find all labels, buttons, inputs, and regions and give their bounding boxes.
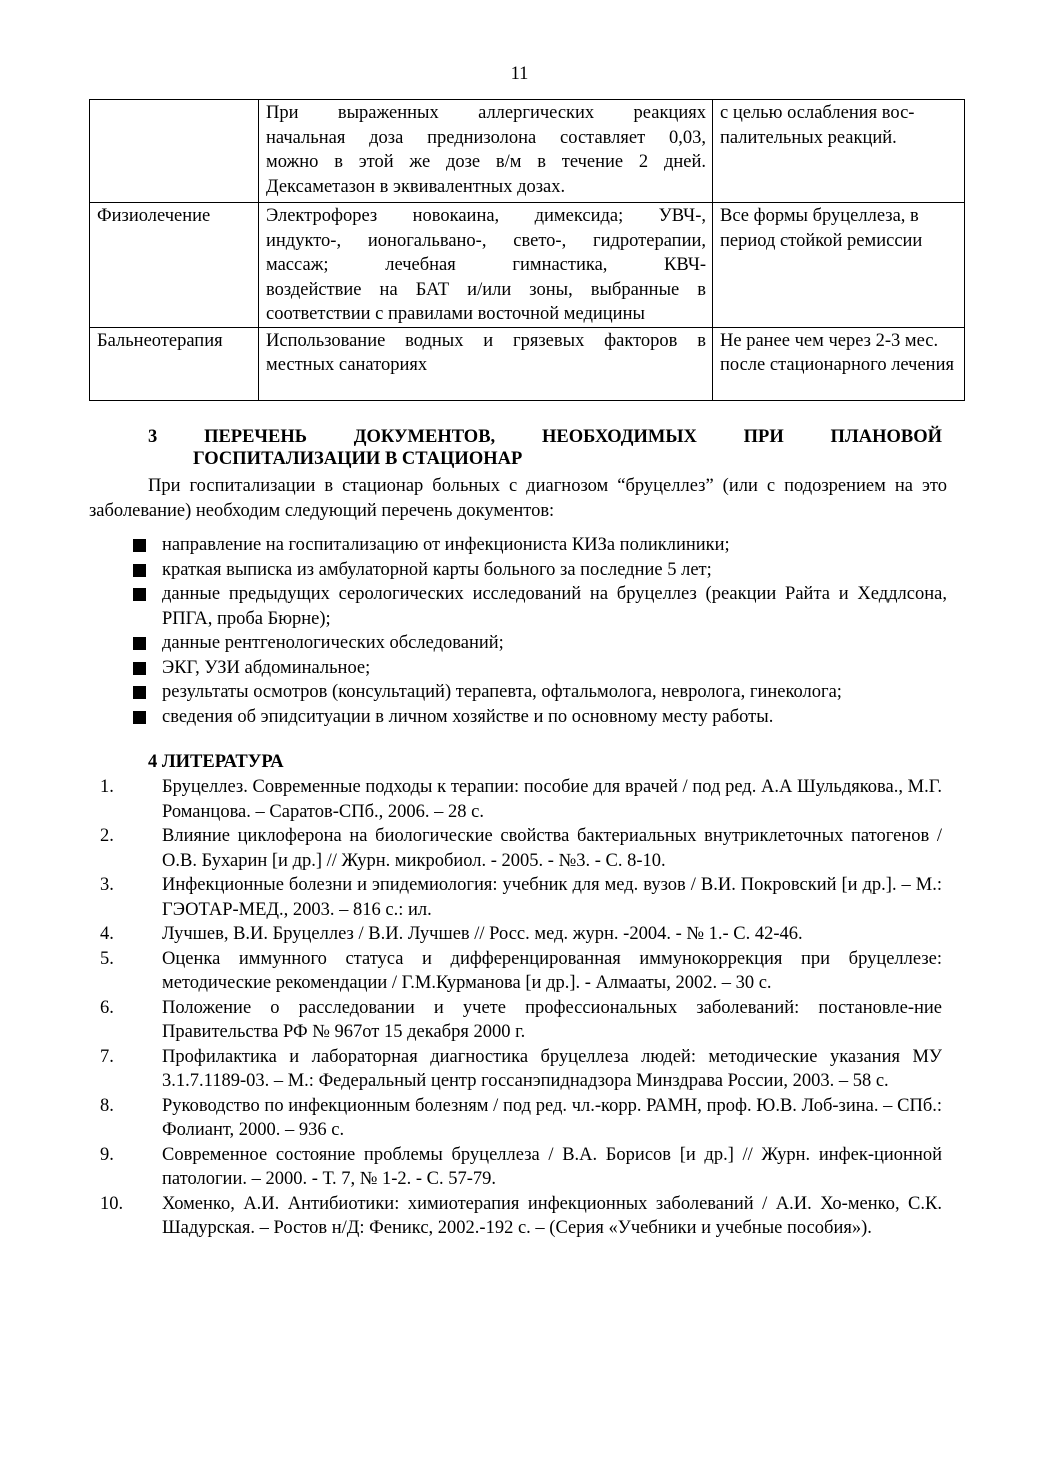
reference-number: 5. <box>100 948 114 969</box>
reference-item <box>89 1192 942 1241</box>
reference-item <box>89 1143 942 1192</box>
reference-text: Руководство по инфекционным болезням / под ред. чл.-корр. РАМН, проф. Ю.В. Лоб-зина. – СПб.: Фолиант, 2000. – 936 с. <box>162 1095 942 1140</box>
list-item-text: краткая выписка из амбулаторной карты больного за последние 5 лет; <box>162 559 712 580</box>
reference-item <box>89 824 942 873</box>
section-3-heading <box>148 426 942 470</box>
method-cell <box>259 100 713 203</box>
reference-number: 10. <box>100 1193 124 1214</box>
indication-cell: Все формы бруцеллеза, в период стойкой ремиссии <box>713 203 965 328</box>
square-bullet-icon <box>133 588 146 601</box>
method-line: можно в этой же дозе в/м в течение 2 дней. <box>266 152 706 172</box>
list-item-text: данные рентгенологических обследований; <box>162 633 504 653</box>
reference-text: Лучшев, В.И. Бруцеллез / В.И. Лучшев // Росс. мед. журн. -2004. - № 1.- С. 42-46. <box>162 924 803 944</box>
method-line: местных санаториях <box>266 355 428 375</box>
therapy-table <box>89 99 965 401</box>
square-bullet-icon <box>133 711 146 724</box>
heading-line: 3 ПЕРЕЧЕНЬ ДОКУМЕНТОВ, НЕОБХОДИМЫХ ПРИ ПЛАНОВОЙ <box>148 427 942 447</box>
row-name-cell: Бальнеотерапия <box>90 327 259 400</box>
square-bullet-icon <box>133 637 146 650</box>
list-item <box>131 558 947 583</box>
reference-item <box>89 873 942 922</box>
references-list <box>89 775 942 1241</box>
reference-item <box>89 922 942 947</box>
list-item <box>131 631 947 656</box>
method-line: Дексаметазон в эквивалентных дозах. <box>266 176 566 197</box>
reference-number: 7. <box>100 1046 114 1067</box>
method-line: воздействие на БАТ и/или зоны, выбранные в <box>266 279 706 300</box>
row-name-cell <box>90 100 259 203</box>
method-cell <box>259 327 713 400</box>
method-line: индукто-, ионогальвано-, свето-, гидротерапии, <box>266 230 706 251</box>
reference-number: 4. <box>100 924 114 944</box>
heading-line: ГОСПИТАЛИЗАЦИИ В СТАЦИОНАР <box>193 449 523 469</box>
reference-text: Бруцеллез. Современные подходы к терапии: пособие для врачей / под ред. А.А Шульдякова., М.Г. Романцова. – Саратов-СПб., 2006. – 28 с. <box>162 777 942 822</box>
list-item-text: данные предыдущих серологических исследований на бруцеллез (реакции Райта и Хеддлсона, РПГА, проба Бюрне); <box>162 584 947 629</box>
reference-item <box>89 1094 942 1143</box>
list-item-text: сведения об эпидситуации в личном хозяйстве и по основному месту работы. <box>162 706 774 727</box>
reference-text: Оценка иммунного статуса и дифференцированная иммунокоррекция при бруцеллезе: методические рекомендации / Г.М.Курманова [и др.]. - Алмааты, 2002. – 30 с. <box>162 948 942 993</box>
list-item <box>131 656 947 681</box>
reference-item <box>89 996 942 1045</box>
square-bullet-icon <box>133 686 146 699</box>
reference-number: 9. <box>100 1144 114 1165</box>
list-item-text: ЭКГ, УЗИ абдоминальное; <box>162 657 371 678</box>
intro-paragraph: При госпитализации в стационар больных с диагнозом “бруцеллез” (или с подозрением на это заболевание) необходим следующий перечень документов: <box>89 476 947 521</box>
table-row <box>90 203 965 328</box>
row-name-cell: Физиолечение <box>90 203 259 328</box>
page-number: 11 <box>510 64 529 84</box>
list-item <box>131 680 947 705</box>
reference-item <box>89 947 942 996</box>
table-row <box>90 100 965 203</box>
method-line: Электрофорез новокаина, димексида; УВЧ-, <box>266 206 706 226</box>
reference-number: 3. <box>100 875 114 895</box>
square-bullet-icon <box>133 564 146 577</box>
reference-text: Профилактика и лабораторная диагностика бруцеллеза людей: методические указания МУ 3.1.7.1189-03. – М.: Федеральный центр госсанэпиднадзора Минздрава России, 2003. – 58 с. <box>162 1046 942 1091</box>
indication-cell: с целью ослабления вос-палительных реакций. <box>713 100 965 203</box>
literature-heading: 4 ЛИТЕРАТУРА <box>148 752 284 772</box>
documents-list <box>131 533 947 729</box>
reference-text: Хоменко, А.И. Антибиотики: химиотерапия инфекционных заболеваний / А.И. Хо-менко, С.К. Шадурская. – Ростов н/Д: Феникс, 2002.-192 с. – (Серия «Учебники и учебные пособия»). <box>162 1193 942 1238</box>
reference-item <box>89 1045 942 1094</box>
reference-number: 8. <box>100 1095 114 1116</box>
reference-text: Влияние циклоферона на биологические свойства бактериальных внутриклеточных патогенов / О.В. Бухарин [и др.] // Журн. микробиол. - 2005. - №3. - С. 8-10. <box>162 826 942 871</box>
list-item-text: результаты осмотров (консультаций) терапевта, офтальмолога, невролога, гинеколога; <box>162 682 842 702</box>
reference-number: 2. <box>100 826 114 846</box>
list-item <box>131 705 947 730</box>
reference-text: Инфекционные болезни и эпидемиология: учебник для мед. вузов / В.И. Покровский [и др.]. – М.: ГЭОТАР-МЕД., 2003. – 816 с.: ил. <box>162 875 942 920</box>
reference-number: 6. <box>100 997 114 1018</box>
reference-item <box>89 775 942 824</box>
method-line: соответствии с правилами восточной медицины <box>266 304 645 324</box>
reference-text: Положение о расследовании и учете профессиональных заболеваний: постановле-ние Правительства РФ № 967от 15 декабря 2000 г. <box>162 997 942 1042</box>
method-line: Использование водных и грязевых факторов в <box>266 330 706 351</box>
list-item <box>131 533 947 558</box>
reference-text: Современное состояние проблемы бруцеллеза / В.А. Борисов [и др.] // Журн. инфек-ционной патологии. – 2000. - Т. 7, № 1-2. - С. 57-79. <box>162 1144 942 1189</box>
list-item-text: направление на госпитализацию от инфекциониста КИЗа поликлиники; <box>162 535 730 555</box>
method-line: начальная доза преднизолона составляет 0,03, <box>266 127 706 148</box>
indication-cell: Не ранее чем через 2-3 мес. после стационарного лечения <box>713 327 965 400</box>
table-row <box>90 327 965 400</box>
list-item <box>131 582 947 631</box>
method-line: массаж; лечебная гимнастика, КВЧ- <box>266 255 706 275</box>
square-bullet-icon <box>133 662 146 675</box>
method-line: При выраженных аллергических реакциях <box>266 103 706 123</box>
square-bullet-icon <box>133 539 146 552</box>
reference-number: 1. <box>100 777 114 797</box>
method-cell <box>259 203 713 328</box>
